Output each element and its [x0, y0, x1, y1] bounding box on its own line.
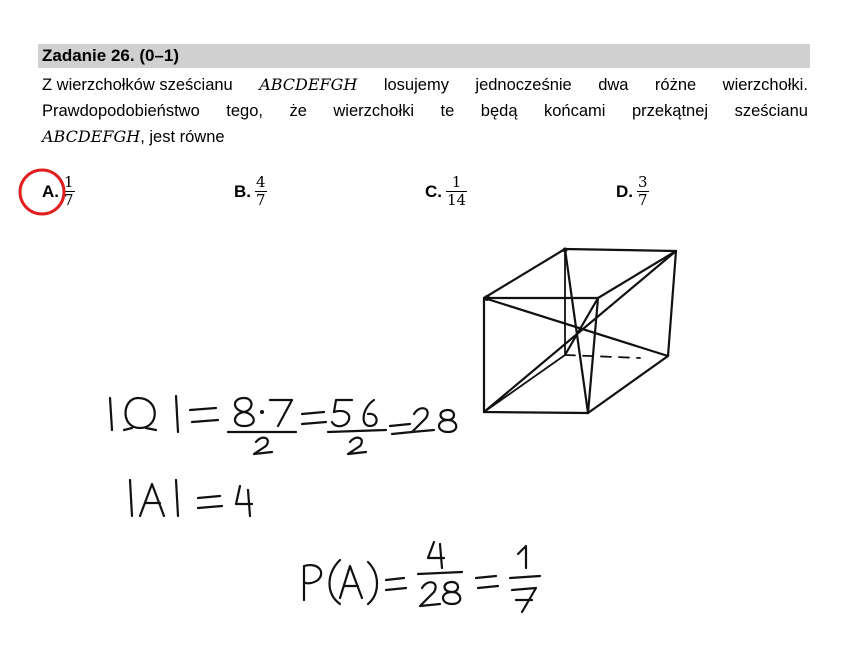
- word: sześcianu: [734, 102, 808, 120]
- equals-sign: [386, 578, 406, 590]
- word: będą: [480, 102, 518, 120]
- fraction-numerator: 1: [64, 173, 74, 191]
- question-cube-name: ABCDEFGH: [259, 75, 358, 94]
- digit-2: [420, 582, 440, 606]
- fraction-numerator: 3: [638, 173, 648, 191]
- handwriting-probability: [304, 542, 540, 612]
- fraction-denominator: 7: [256, 191, 266, 209]
- equals-sign: [190, 408, 218, 422]
- word: końcami: [544, 102, 606, 120]
- word: wierzchołki.: [722, 76, 808, 94]
- letter-a: [340, 566, 362, 598]
- question-line3-rest: , jest równe: [140, 128, 225, 146]
- hw-omega-line: [0, 0, 1, 1]
- digit-4: [428, 542, 444, 568]
- cube-diagonal-3: [565, 249, 588, 413]
- digit-6: [364, 400, 377, 426]
- paren-close: [368, 562, 377, 604]
- cube-hidden-edge-left: [484, 355, 565, 412]
- fraction-bar: [510, 576, 540, 578]
- cube-right-edges: [588, 251, 676, 413]
- fraction-bar: [328, 430, 386, 432]
- abs-bar: [130, 480, 132, 516]
- answer-mark-circle: [20, 170, 64, 214]
- question-line1-text: Z wierzchołków sześcianu: [42, 76, 233, 94]
- digit-7: [270, 400, 292, 426]
- abs-bar: [110, 398, 112, 430]
- answer-letter: C.: [425, 181, 442, 201]
- digit-7: [512, 588, 536, 612]
- omega-glyph: [124, 398, 156, 430]
- word: te: [440, 102, 455, 120]
- word: że: [289, 102, 307, 120]
- fraction-denominator: 7: [638, 191, 648, 209]
- word: dwa: [598, 76, 629, 94]
- fraction-bar: [418, 572, 462, 574]
- digit-2: [254, 438, 272, 454]
- fraction-denominator: 7: [64, 191, 74, 209]
- fraction-numerator: 1: [451, 173, 462, 191]
- cube-hidden-edge-back: [565, 355, 640, 358]
- question-cube-name-2: ABCDEFGH: [42, 127, 141, 146]
- answer-letter: D.: [616, 181, 633, 201]
- equals-sign: [198, 496, 222, 508]
- digit-2: [412, 408, 434, 432]
- digit-4: [236, 486, 252, 516]
- abs-bar: [176, 396, 178, 432]
- digit-2: [348, 438, 366, 454]
- digit-8: [439, 410, 456, 432]
- fraction-denominator: 14: [447, 191, 467, 209]
- task-title: Zadanie 26. (0–1): [42, 46, 180, 65]
- paren-open: [330, 560, 341, 604]
- digit-1: [518, 546, 526, 568]
- word: przekątnej: [631, 102, 709, 120]
- letter-p: [304, 565, 321, 600]
- letter-a: [140, 484, 164, 516]
- cube-vertex-dot: [484, 295, 490, 301]
- handwriting-text-layer: [0, 0, 1, 1]
- word: jednocześnie: [475, 76, 572, 94]
- equals-sign: [390, 424, 412, 434]
- word: różne: [654, 76, 697, 94]
- digit-8: [443, 582, 460, 604]
- word: wierzchołki: [333, 102, 415, 120]
- cube-vertex-dot: [563, 248, 568, 253]
- handwriting-omega-line: [110, 396, 456, 454]
- cube-sketch: [484, 248, 676, 414]
- answer-letter: B.: [234, 181, 251, 201]
- handwriting-a-count: [130, 480, 252, 516]
- multiply-dot: [260, 410, 264, 414]
- word: Prawdopodobieństwo: [42, 102, 200, 120]
- equals-sign: [302, 412, 326, 424]
- cube-top-face: [484, 249, 676, 298]
- digit-5: [332, 400, 352, 426]
- answer-letter: A.: [42, 181, 59, 201]
- cube-diagonal-2: [484, 251, 676, 412]
- abs-bar: [176, 480, 178, 516]
- word: losujemy: [383, 76, 449, 94]
- equals-sign: [476, 576, 498, 588]
- digit-8: [235, 398, 254, 426]
- word: tego,: [226, 102, 263, 120]
- fraction-numerator: 4: [256, 173, 266, 191]
